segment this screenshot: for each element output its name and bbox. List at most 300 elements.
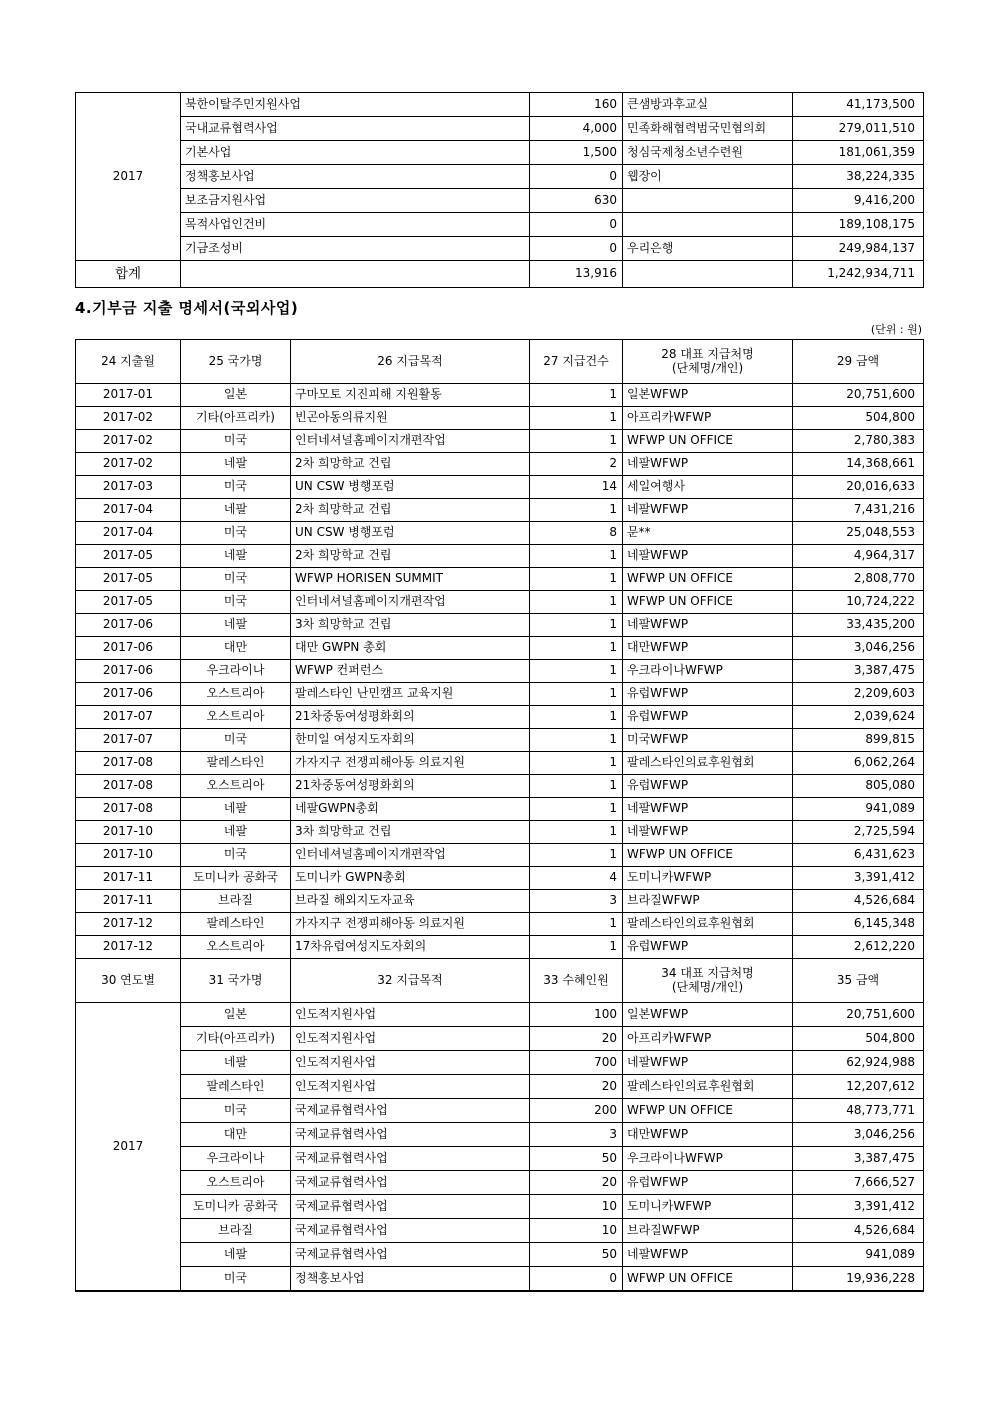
table-row [76,1123,924,1147]
cell-purpose: 21차중동여성평화회의 [291,775,530,798]
cell-month: 2017-07 [76,706,181,729]
cell-purpose: 17차유럽여성지도자회의 [291,936,530,959]
cell-count: 0 [530,1267,623,1291]
cell-payee: 민족화해협력범국민협의회 [623,117,793,141]
overseas-expenditure-table [75,339,924,1292]
cell-business: 정책홍보사업 [181,165,530,189]
cell-month: 2017-05 [76,591,181,614]
cell-purpose: 2차 희망학교 건립 [291,545,530,568]
cell-country: 대만 [181,637,291,660]
cell-country: 미국 [181,476,291,499]
cell-country: 미국 [181,1099,291,1123]
cell-country: 브라질 [181,890,291,913]
cell-year: 2017 [76,93,181,261]
header-purpose: 26 지급목적 [291,340,530,384]
cell-payee: 일본WFWP [623,384,793,407]
table-row [76,213,924,237]
cell-purpose: 빈곤아동의류지원 [291,407,530,430]
cell-business: 보조금지원사업 [181,189,530,213]
cell-month: 2017-06 [76,614,181,637]
cell-purpose: 구마모토 지진피해 지원활동 [291,384,530,407]
cell-count: 1 [530,844,623,867]
cell-country: 우크라이나 [181,1147,291,1171]
cell-payee: 팔레스타인의료후원협회 [623,1075,793,1099]
cell-month: 2017-02 [76,430,181,453]
cell-amount: 4,526,684 [793,1219,924,1243]
cell-count: 4,000 [530,117,623,141]
cell-count: 8 [530,522,623,545]
cell-payee: 세일여행사 [623,476,793,499]
cell-amount: 2,612,220 [793,936,924,959]
cell-amount: 20,751,600 [793,1003,924,1027]
table-row [76,453,924,476]
cell-payee: 아프리카WFWP [623,407,793,430]
cell-month: 2017-02 [76,453,181,476]
cell-amount: 4,526,684 [793,890,924,913]
table-row [76,1099,924,1123]
cell-count: 20 [530,1027,623,1051]
table-row [76,1147,924,1171]
cell-count: 1 [530,499,623,522]
cell-business: 기본사업 [181,141,530,165]
cell-payee: 네팔WFWP [623,1051,793,1075]
cell-payee: 도미니카WFWP [623,867,793,890]
table-row [76,384,924,407]
table-row [76,1075,924,1099]
cell-payee: 대만WFWP [623,1123,793,1147]
table-row [76,752,924,775]
cell-payee: 네팔WFWP [623,453,793,476]
table-row [76,545,924,568]
table-row [76,706,924,729]
cell-total-label: 합계 [76,261,181,288]
cell-amount: 20,751,600 [793,384,924,407]
cell-count: 1 [530,384,623,407]
cell-payee: 아프리카WFWP [623,1027,793,1051]
cell-purpose: 국제교류협력사업 [291,1219,530,1243]
cell-payee: 우크라이나WFWP [623,660,793,683]
cell-payee: 유럽WFWP [623,706,793,729]
cell-amount: 12,207,612 [793,1075,924,1099]
cell-payee: WFWP UN OFFICE [623,1099,793,1123]
cell-country: 팔레스타인 [181,752,291,775]
cell-month: 2017-11 [76,867,181,890]
cell-payee: 미국WFWP [623,729,793,752]
cell-amount: 6,431,623 [793,844,924,867]
cell-amount: 7,666,527 [793,1171,924,1195]
table-row [76,430,924,453]
cell-amount: 38,224,335 [793,165,924,189]
cell-month: 2017-08 [76,775,181,798]
cell-count: 50 [530,1147,623,1171]
header-payee-line1: 34 대표 지급처명 [661,966,754,981]
cell-amount: 6,145,348 [793,913,924,936]
cell-amount: 2,808,770 [793,568,924,591]
cell-amount: 3,046,256 [793,1123,924,1147]
cell-count: 1 [530,729,623,752]
page [75,0,923,1292]
header-row [76,959,924,1003]
cell-purpose: 가자지구 전쟁피해아동 의료지원 [291,752,530,775]
cell-amount: 19,936,228 [793,1267,924,1291]
cell-purpose: 네팔GWPN총회 [291,798,530,821]
cell-month: 2017-06 [76,637,181,660]
cell-count: 1 [530,683,623,706]
header-payee [623,959,793,1003]
cell-purpose: 2차 희망학교 건립 [291,453,530,476]
cell-month: 2017-08 [76,798,181,821]
table-row [76,1051,924,1075]
cell-purpose: 인터네셔널홈페이지개편작업 [291,844,530,867]
cell-country: 네팔 [181,1243,291,1267]
total-row [76,261,924,288]
cell-count: 1 [530,430,623,453]
cell-purpose: 국제교류협력사업 [291,1195,530,1219]
table-row [76,798,924,821]
cell-count: 1 [530,798,623,821]
cell-count: 0 [530,213,623,237]
cell-month: 2017-03 [76,476,181,499]
cell-amount: 504,800 [793,407,924,430]
cell-amount: 2,725,594 [793,821,924,844]
cell-country: 미국 [181,729,291,752]
cell-amount: 249,984,137 [793,237,924,261]
cell-count: 0 [530,165,623,189]
table-row [76,614,924,637]
cell-amount: 3,391,412 [793,1195,924,1219]
table-row [76,407,924,430]
cell-amount: 2,780,383 [793,430,924,453]
cell-purpose: 3차 희망학교 건립 [291,614,530,637]
header-country: 31 국가명 [181,959,291,1003]
cell-amount: 20,016,633 [793,476,924,499]
cell-payee: 우크라이나WFWP [623,1147,793,1171]
cell-amount: 10,724,222 [793,591,924,614]
cell-payee: 유럽WFWP [623,775,793,798]
cell-payee: 대만WFWP [623,637,793,660]
cell-country: 우크라이나 [181,660,291,683]
cell-country: 팔레스타인 [181,913,291,936]
cell-amount: 504,800 [793,1027,924,1051]
header-year: 30 연도별 [76,959,181,1003]
cell-count: 1 [530,706,623,729]
cell-count: 0 [530,237,623,261]
header-payee [623,340,793,384]
cell-month: 2017-01 [76,384,181,407]
cell-purpose: 팔레스타인 난민캠프 교육지원 [291,683,530,706]
cell-purpose: UN CSW 병행포럼 [291,476,530,499]
cell-purpose: 21차중동여성평화회의 [291,706,530,729]
cell-payee: WFWP UN OFFICE [623,591,793,614]
cell-country: 도미니카 공화국 [181,867,291,890]
cell-payee: WFWP UN OFFICE [623,844,793,867]
cell-month: 2017-04 [76,499,181,522]
monthly-header [76,340,924,384]
cell-country: 네팔 [181,798,291,821]
cell-count: 1 [530,936,623,959]
cell-purpose: 인도적지원사업 [291,1075,530,1099]
cell-payee: 네팔WFWP [623,798,793,821]
table-row [76,867,924,890]
cell-month: 2017-06 [76,683,181,706]
table-row [76,476,924,499]
cell-purpose: 가자지구 전쟁피해아동 의료지원 [291,913,530,936]
cell-business: 기금조성비 [181,237,530,261]
cell-amount: 181,061,359 [793,141,924,165]
cell-purpose: 국제교류협력사업 [291,1099,530,1123]
table-row [76,189,924,213]
cell-purpose: 인터네셔널홈페이지개편작업 [291,430,530,453]
cell-count: 1 [530,752,623,775]
cell-amount: 4,964,317 [793,545,924,568]
cell-country: 오스트리아 [181,775,291,798]
table-row [76,568,924,591]
cell-count: 14 [530,476,623,499]
cell-amount: 2,039,624 [793,706,924,729]
cell-count: 700 [530,1051,623,1075]
cell-payee: 큰샘방과후교실 [623,93,793,117]
cell-country: 미국 [181,844,291,867]
header-month: 24 지출월 [76,340,181,384]
cell-country: 대만 [181,1123,291,1147]
table-row [76,1003,924,1027]
cell-business: 국내교류협력사업 [181,117,530,141]
cell-month: 2017-06 [76,660,181,683]
cell-count: 20 [530,1171,623,1195]
cell-count: 100 [530,1003,623,1027]
table-row [76,683,924,706]
cell-amount: 25,048,553 [793,522,924,545]
cell-month: 2017-02 [76,407,181,430]
cell-payee: 팔레스타인의료후원협회 [623,913,793,936]
cell-amount: 941,089 [793,1243,924,1267]
cell-count: 50 [530,1243,623,1267]
table-row [76,1267,924,1291]
cell-purpose: 국제교류협력사업 [291,1171,530,1195]
table-row [76,844,924,867]
cell-month: 2017-12 [76,936,181,959]
cell-amount: 941,089 [793,798,924,821]
cell-country: 미국 [181,430,291,453]
cell-amount: 48,773,771 [793,1099,924,1123]
cell-count: 10 [530,1195,623,1219]
cell-payee: 청심국제청소년수련원 [623,141,793,165]
table-row [76,637,924,660]
cell-payee: WFWP UN OFFICE [623,430,793,453]
cell-payee: 도미니카WFWP [623,1195,793,1219]
cell-count: 1 [530,637,623,660]
header-amount: 29 금액 [793,340,924,384]
cell-total-count: 13,916 [530,261,623,288]
cell-payee: WFWP UN OFFICE [623,1267,793,1291]
cell-payee: 우리은행 [623,237,793,261]
table-row [76,729,924,752]
header-payee-line2: (단체명/개인) [671,979,744,994]
table-row [76,522,924,545]
header-purpose: 32 지급목적 [291,959,530,1003]
cell-amount: 3,387,475 [793,1147,924,1171]
cell-month: 2017-12 [76,913,181,936]
cell-purpose: 인도적지원사업 [291,1027,530,1051]
cell-purpose: 대만 GWPN 총회 [291,637,530,660]
cell-purpose: UN CSW 병행포럼 [291,522,530,545]
cell-purpose: 정책홍보사업 [291,1267,530,1291]
cell-amount: 805,080 [793,775,924,798]
cell-payee: WFWP UN OFFICE [623,568,793,591]
cell-payee: 브라질WFWP [623,890,793,913]
cell-country: 네팔 [181,614,291,637]
cell-payee: 네팔WFWP [623,499,793,522]
cell-amount: 2,209,603 [793,683,924,706]
cell-business: 북한이탈주민지원사업 [181,93,530,117]
cell-count: 1 [530,545,623,568]
cell-purpose: 한미일 여성지도자회의 [291,729,530,752]
cell-purpose: 2차 희망학교 건립 [291,499,530,522]
cell-country: 오스트리아 [181,706,291,729]
table-row [76,821,924,844]
cell-purpose: 국제교류협력사업 [291,1243,530,1267]
header-country: 25 국가명 [181,340,291,384]
cell-purpose: 국제교류협력사업 [291,1147,530,1171]
cell-count: 20 [530,1075,623,1099]
cell-count: 2 [530,453,623,476]
cell-count: 1 [530,821,623,844]
cell-country: 미국 [181,1267,291,1291]
cell-country: 일본 [181,1003,291,1027]
table-row [76,1171,924,1195]
table-row [76,1219,924,1243]
cell-count: 3 [530,1123,623,1147]
yearly-header [76,959,924,1003]
table-row [76,1243,924,1267]
cell-count: 1 [530,775,623,798]
cell-month: 2017-04 [76,522,181,545]
header-count: 27 지급건수 [530,340,623,384]
cell-month: 2017-10 [76,821,181,844]
cell-purpose: 3차 희망학교 건립 [291,821,530,844]
cell-country: 오스트리아 [181,683,291,706]
cell-country: 미국 [181,568,291,591]
cell-country: 일본 [181,384,291,407]
cell-amount: 279,011,510 [793,117,924,141]
cell-payee: 문** [623,522,793,545]
cell-purpose: 국제교류협력사업 [291,1123,530,1147]
cell-country: 네팔 [181,453,291,476]
table-row [76,1195,924,1219]
cell-payee: 네팔WFWP [623,545,793,568]
header-count: 33 수혜인원 [530,959,623,1003]
cell-country: 오스트리아 [181,1171,291,1195]
cell-country: 네팔 [181,499,291,522]
cell-month: 2017-05 [76,568,181,591]
cell-payee: 일본WFWP [623,1003,793,1027]
cell-country: 브라질 [181,1219,291,1243]
cell-count: 1 [530,591,623,614]
cell-month: 2017-07 [76,729,181,752]
cell-amount: 9,416,200 [793,189,924,213]
cell-payee-empty [623,261,793,288]
cell-month: 2017-10 [76,844,181,867]
cell-count: 630 [530,189,623,213]
table-row [76,775,924,798]
cell-payee [623,189,793,213]
cell-payee: 네팔WFWP [623,614,793,637]
cell-amount: 6,062,264 [793,752,924,775]
cell-payee: 웹장이 [623,165,793,189]
cell-amount: 41,173,500 [793,93,924,117]
cell-country: 미국 [181,591,291,614]
cell-business: 목적사업인건비 [181,213,530,237]
table-row [76,499,924,522]
cell-payee: 네팔WFWP [623,821,793,844]
cell-amount: 62,924,988 [793,1051,924,1075]
cell-month: 2017-11 [76,890,181,913]
header-payee-line1: 28 대표 지급처명 [661,347,754,362]
cell-total-amount: 1,242,934,711 [793,261,924,288]
cell-count: 1 [530,913,623,936]
cell-country: 기타(아프리카) [181,1027,291,1051]
section-title: 4.기부금 지출 명세서(국외사업) [75,299,299,317]
header-payee-line2: (단체명/개인) [671,360,744,375]
cell-payee: 팔레스타인의료후원협회 [623,752,793,775]
unit-label: (단위 : 원) [870,323,922,336]
cell-payee: 브라질WFWP [623,1219,793,1243]
cell-country: 네팔 [181,821,291,844]
cell-count: 1,500 [530,141,623,165]
cell-payee: 유럽WFWP [623,1171,793,1195]
cell-count: 3 [530,890,623,913]
cell-amount: 3,046,256 [793,637,924,660]
table-row [76,936,924,959]
cell-amount: 3,391,412 [793,867,924,890]
cell-year: 2017 [76,1003,181,1291]
cell-amount: 7,431,216 [793,499,924,522]
cell-amount: 189,108,175 [793,213,924,237]
cell-country: 팔레스타인 [181,1075,291,1099]
table-row [76,660,924,683]
table-row [76,141,924,165]
cell-purpose: WFWP 컨퍼런스 [291,660,530,683]
cell-country: 미국 [181,522,291,545]
header-row [76,340,924,384]
cell-country: 기타(아프리카) [181,407,291,430]
domestic-rows [76,93,924,288]
cell-month: 2017-08 [76,752,181,775]
table-row [76,165,924,189]
cell-amount: 3,387,475 [793,660,924,683]
table-row [76,1027,924,1051]
cell-payee [623,213,793,237]
domestic-expenditure-table [75,92,924,288]
cell-business-empty [181,261,530,288]
cell-country: 네팔 [181,545,291,568]
cell-purpose: 브라질 해외지도자교육 [291,890,530,913]
cell-purpose: 도미니카 GWPN총회 [291,867,530,890]
cell-purpose: WFWP HORISEN SUMMIT [291,568,530,591]
table-row [76,117,924,141]
cell-payee: 유럽WFWP [623,683,793,706]
cell-purpose: 인도적지원사업 [291,1051,530,1075]
cell-count: 4 [530,867,623,890]
cell-country: 네팔 [181,1051,291,1075]
cell-count: 200 [530,1099,623,1123]
cell-amount: 14,368,661 [793,453,924,476]
cell-country: 도미니카 공화국 [181,1195,291,1219]
cell-purpose: 인터네셔널홈페이지개편작업 [291,591,530,614]
cell-payee: 유럽WFWP [623,936,793,959]
top-margin [75,0,923,92]
table-row [76,237,924,261]
